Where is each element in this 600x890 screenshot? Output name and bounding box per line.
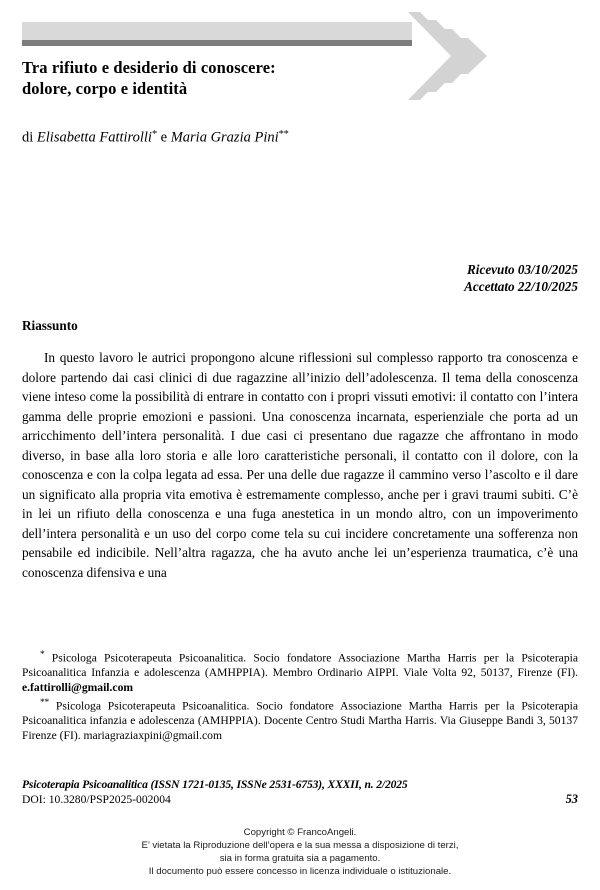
header-band [22, 22, 412, 46]
footnote-text: Psicologa Psicoterapeuta Psicoanalitica. Socio fondatore Associazione Martha Harris per la Psicoterapia Psicoanalitica infanzia e adolescenza (AMHPPIA). Docente Centro Studi Martha Harris. Via Giuseppe Bandi 3, 50137 Firenze (FI). [22, 698, 578, 742]
author-byline [22, 126, 289, 146]
footnote-email[interactable]: mariagraziaxpini@gmail.com [83, 729, 222, 742]
footnote-section [22, 648, 578, 743]
footnote-text: Psicologa Psicoterapeuta Psicoanalitica. Socio fondatore Associazione Martha Harris per la Psicoterapia Psicoanalitica Infanzia e adolescenza (AMHPPIA). Membro Ordinario AIPPI. Viale Volta 92, 50137, Firenze (FI). [22, 651, 578, 680]
footnote-mark: * [40, 650, 45, 660]
header-band-body [22, 22, 412, 40]
author-name-2: Maria Grazia Pini [170, 129, 279, 146]
copyright-line-4: Il documento può essere concesso in licenza individuale o istituzionale. [148, 866, 452, 878]
accepted-date: Accettato 22/10/2025 [464, 278, 578, 294]
footnote-item [22, 696, 578, 744]
byline-conjunction: e [157, 129, 171, 146]
abstract-text: In questo lavoro le autrici propongono alcune riflessioni sul complesso rapporto tra conoscenza e dolore partendo dai casi clinici di due ragazzine all’inizio dell’adolescenza. Il tema della conoscenza viene inteso come la possibilità di entrare in contatto con i propri vissuti emotivi: il contatto con l’intera gamma delle proprie emozioni e passioni. Una conoscenza incarnata, esperienziale che porta ad un arricchimento dell’intera personalità. I due casi ci presentano due ragazze che affrontano in modo diverso, in base alla loro storia e alle loro caratteristiche personali, il contatto con il dolore, con la conoscenza e con la colpa legata ad essa. Per una delle due ragazze il cammino verso l’ascolto e il dare un significato alla propria vita emotiva è estremamente complesso, anche per i gravi traumi subiti. C’è in lei un rifiuto della conoscenza e una fuga anestetica in un mondo altro, con un impoverimento dell’intera personalità e un uso del corpo come tela su cui incidere concretamente una sofferenza non pensabile ed indicibile. Nell’altra ragazza, che ha avuto anche lei un’esperienza traumatica, c’è una conoscenza difensiva e una [22, 350, 578, 581]
received-date: Ricevuto 03/10/2025 [467, 262, 578, 277]
journal-citation-block [22, 777, 578, 807]
title-line-2: dolore, corpo e identità [22, 78, 188, 98]
page-title [22, 58, 442, 99]
footnote-mark: ** [40, 697, 50, 708]
copyright-footer [0, 826, 600, 878]
doi-text: DOI: 10.3280/PSP2025-002004 [22, 793, 171, 806]
abstract-heading: Riassunto [22, 318, 78, 333]
copyright-line-3: sia in forma gratuita sia a pagamento. [219, 853, 381, 865]
page-number: 53 [565, 792, 578, 806]
copyright-line-2: E’ vietata la Riproduzione dell’opera e la sua messa a disposizione di terzi, [141, 840, 459, 852]
author-name-1: Elisabetta Fattirolli [36, 129, 152, 146]
byline-prefix: di [22, 129, 37, 146]
journal-citation: Psicoterapia Psicoanalitica (ISSN 1721-0135, ISSNe 2531-6753), XXXII, n. 2/2025 [22, 778, 408, 791]
footnote-email[interactable]: e.fattirolli@gmail.com [22, 681, 134, 695]
author-1-footnote-mark: * [151, 129, 157, 140]
footnote-item [22, 648, 578, 696]
header-band-shadow [22, 40, 412, 46]
author-2-footnote-mark: ** [278, 129, 289, 140]
title-line-1: Tra rifiuto e desiderio di conoscere: [22, 58, 276, 77]
doi-row [22, 792, 578, 807]
copyright-line-1: Copyright © FrancoAngeli. [243, 827, 357, 838]
submission-dates [464, 262, 578, 295]
